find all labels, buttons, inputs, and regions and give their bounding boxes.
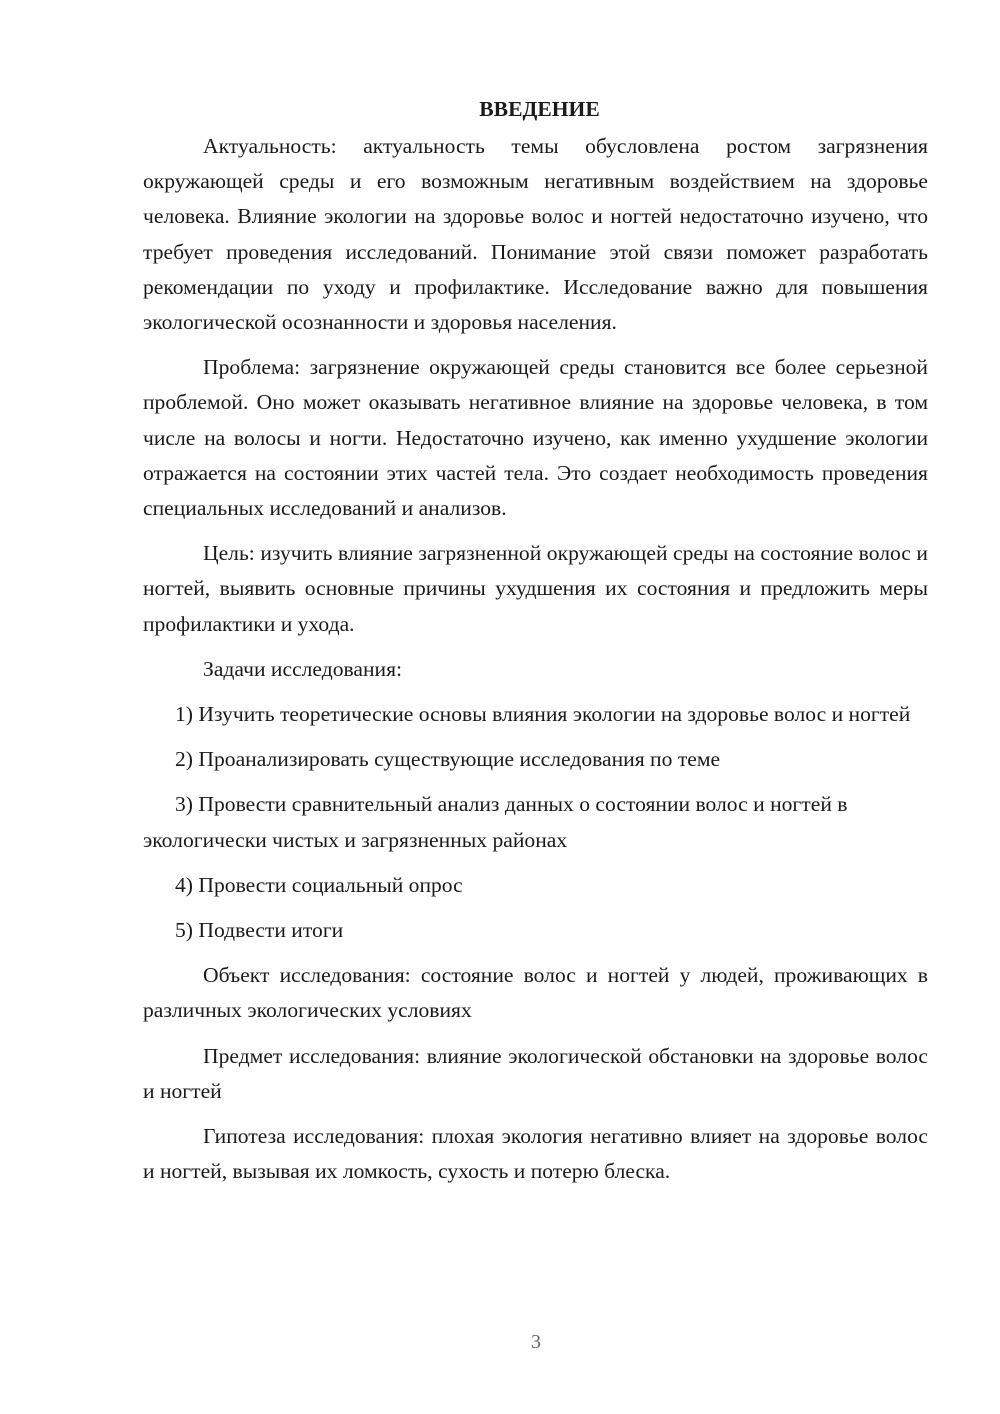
paragraph-goal: Цель: изучить влияние загрязненной окружающей среды на состояние волос и ногтей, выявить основные причины ухудшения их состояния и предложить меры профилактики и ухода. xyxy=(143,541,928,636)
paragraph-problem: Проблема: загрязнение окружающей среды становится все более серьезной проблемой. Оно может оказывать негативное влияние на здоровье человека, в том числе на волосы и ногти. Недостаточно изучено, как именно ухудшение экологии отражается на состоянии этих частей тела. Это создает необходимость проведения специальных исследований и анализов. xyxy=(143,355,928,521)
page-title: ВВЕДЕНИЕ xyxy=(479,97,600,121)
paragraph-object: Объект исследования: состояние волос и ногтей у людей, проживающих в различных экологических условиях xyxy=(143,963,928,1023)
paragraph-subject: Предмет исследования: влияние экологической обстановки на здоровье волос и ногтей xyxy=(143,1043,928,1103)
task-item: 2) Проанализировать существующие исследования по теме xyxy=(175,747,721,772)
page-content xyxy=(143,92,928,1199)
tasks-heading: Задачи исследования: xyxy=(203,656,403,681)
task-item: 4) Провести социальный опрос xyxy=(175,872,463,897)
page-number: 3 xyxy=(531,1331,541,1353)
paragraph-relevance: Актуальность: актуальность темы обусловлена ростом загрязнения окружающей среды и его возможным негативным воздействием на здоровье человека. Влияние экологии на здоровье волос и ногтей недостаточно изучено, что требует проведения исследований. Понимание этой связи поможет разработать рекомендации по уходу и профилактике. Исследование важно для повышения экологической осознанности и здоровья населения. xyxy=(143,134,928,335)
paragraph-hypothesis: Гипотеза исследования: плохая экология негативно влияет на здоровье волос и ногтей, вызывая их ломкость, сухость и потерю блеска. xyxy=(143,1124,928,1184)
task-item: 5) Подвести итоги xyxy=(175,918,344,943)
task-item: 3) Провести сравнительный анализ данных о состоянии волос и ногтей в экологически чистых и загрязненных районах xyxy=(143,792,848,852)
task-item: 1) Изучить теоретические основы влияния экологии на здоровье волос и ногтей xyxy=(175,702,911,727)
